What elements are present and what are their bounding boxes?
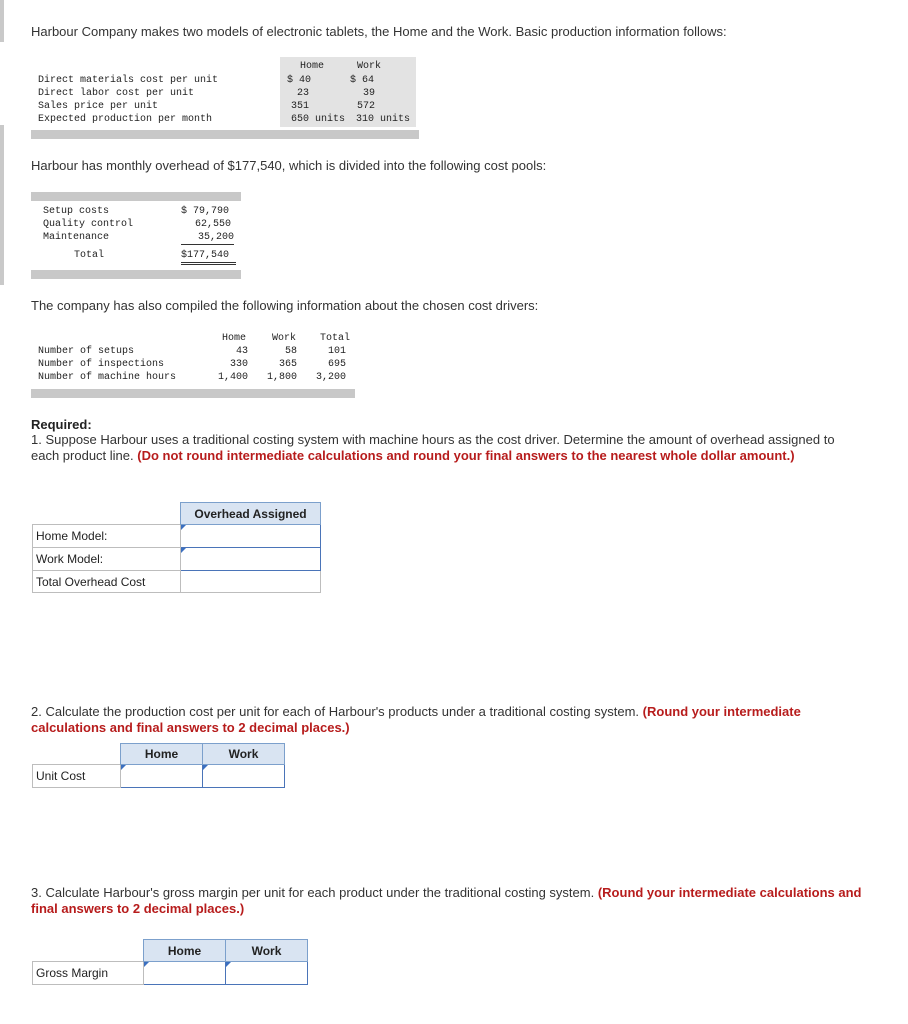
pool-label: Quality control (43, 219, 134, 230)
drivers-total-value: 695 (327, 359, 346, 370)
page-edge-marker (0, 125, 4, 285)
prod-col-home: Home (300, 61, 325, 72)
drivers-home-value: 43 (235, 346, 248, 357)
home-model-label: Home Model: (33, 525, 181, 548)
intro-text: Harbour Company makes two models of electronic tablets, the Home and the Work. Basic production information follows: (31, 24, 727, 39)
table-bottom-bar (31, 270, 241, 279)
question-1 (31, 432, 851, 464)
pool-total-value: $177,540 (181, 249, 236, 265)
work-model-label: Work Model: (33, 548, 181, 571)
gross-margin-home-field[interactable] (144, 966, 225, 980)
prod-home-value: 650 units (291, 114, 346, 125)
pool-label: Maintenance (43, 232, 110, 243)
home-model-overhead-input[interactable] (181, 525, 321, 548)
prod-work-value: 572 (357, 101, 376, 112)
unit-cost-home-input[interactable] (121, 765, 203, 788)
question-2 (31, 704, 871, 736)
input-flag-icon (181, 548, 186, 553)
gross-margin-col-work: Work (226, 940, 308, 962)
question-2-text: 2. Calculate the production cost per unit for each of Harbour's products under a traditional costing system. (31, 704, 640, 719)
prod-row-label: Sales price per unit (38, 101, 159, 112)
pool-total-label: Total (74, 250, 105, 261)
page-edge-marker (0, 0, 4, 42)
drivers-text: The company has also compiled the following information about the chosen cost drivers: (31, 298, 539, 313)
unit-cost-work-field[interactable] (203, 769, 284, 783)
pool-value: 62,550 (195, 219, 232, 230)
drivers-col-work: Work (272, 333, 297, 344)
table-bottom-bar (31, 130, 419, 139)
total-overhead-cell (181, 571, 321, 593)
input-flag-icon (181, 525, 186, 530)
drivers-total-value: 3,200 (315, 372, 346, 383)
gross-margin-col-home: Home (144, 940, 226, 962)
drivers-total-value: 101 (327, 346, 346, 357)
question-1-note: (Do not round intermediate calculations and round your final answers to the nearest whole dollar amount.) (137, 448, 795, 463)
drivers-col-total: Total (320, 333, 351, 344)
home-model-overhead-field[interactable] (181, 529, 320, 543)
prod-home-value: 23 (297, 88, 310, 99)
overhead-assigned-header: Overhead Assigned (181, 503, 321, 525)
input-flag-icon (144, 962, 149, 967)
overhead-text: Harbour has monthly overhead of $177,540, which is divided into the following cost pools: (31, 158, 547, 173)
prod-work-value: 310 units (356, 114, 411, 125)
overhead-assigned-table (32, 502, 321, 593)
total-overhead-label: Total Overhead Cost (33, 571, 181, 593)
prod-row-label: Direct materials cost per unit (38, 75, 219, 86)
drivers-home-value: 1,400 (217, 372, 248, 383)
prod-row-label: Direct labor cost per unit (38, 88, 195, 99)
gross-margin-home-input[interactable] (144, 962, 226, 985)
gross-margin-table (32, 939, 308, 985)
gross-margin-label: Gross Margin (33, 962, 144, 985)
required-heading: Required: (31, 417, 92, 432)
prod-work-value: 39 (363, 88, 376, 99)
work-model-overhead-field[interactable] (181, 552, 320, 566)
drivers-work-value: 1,800 (266, 372, 297, 383)
gross-margin-work-field[interactable] (226, 966, 307, 980)
input-flag-icon (203, 765, 208, 770)
question-3-note: (Round your intermediate calculations and final answers to 2 decimal places.) (31, 885, 862, 916)
drivers-work-value: 365 (278, 359, 297, 370)
unit-cost-table (32, 743, 285, 788)
question-2-note: (Round your intermediate calculations and final answers to 2 decimal places.) (31, 704, 801, 735)
prod-home-value: 351 (291, 101, 310, 112)
question-3 (31, 885, 871, 917)
prod-col-work: Work (357, 61, 382, 72)
prod-work-value: $ 64 (350, 75, 375, 86)
unit-cost-col-home: Home (121, 744, 203, 765)
prod-home-value: $ 40 (287, 75, 312, 86)
prod-row-label: Expected production per month (38, 114, 213, 125)
input-flag-icon (121, 765, 126, 770)
gross-margin-work-input[interactable] (226, 962, 308, 985)
drivers-row-label: Number of machine hours (38, 372, 177, 383)
unit-cost-label: Unit Cost (33, 765, 121, 788)
input-flag-icon (226, 962, 231, 967)
pool-label: Setup costs (43, 206, 110, 217)
drivers-row-label: Number of inspections (38, 359, 165, 370)
pool-value: 35,200 (181, 231, 234, 245)
question-3-text: 3. Calculate Harbour's gross margin per unit for each product under the traditional costing system. (31, 885, 595, 900)
drivers-row-label: Number of setups (38, 346, 135, 357)
table-bottom-bar (31, 389, 355, 398)
table-top-bar (31, 192, 241, 201)
unit-cost-work-input[interactable] (203, 765, 285, 788)
drivers-col-home: Home (222, 333, 247, 344)
pool-value: $ 79,790 (181, 206, 230, 217)
unit-cost-home-field[interactable] (121, 769, 202, 783)
work-model-overhead-input[interactable] (181, 548, 321, 571)
unit-cost-col-work: Work (203, 744, 285, 765)
drivers-home-value: 330 (229, 359, 248, 370)
question-1-text: 1. Suppose Harbour uses a traditional costing system with machine hours as the cost driver. Determine the amount of overhead assigned to each product line. (31, 432, 835, 463)
drivers-work-value: 58 (284, 346, 297, 357)
